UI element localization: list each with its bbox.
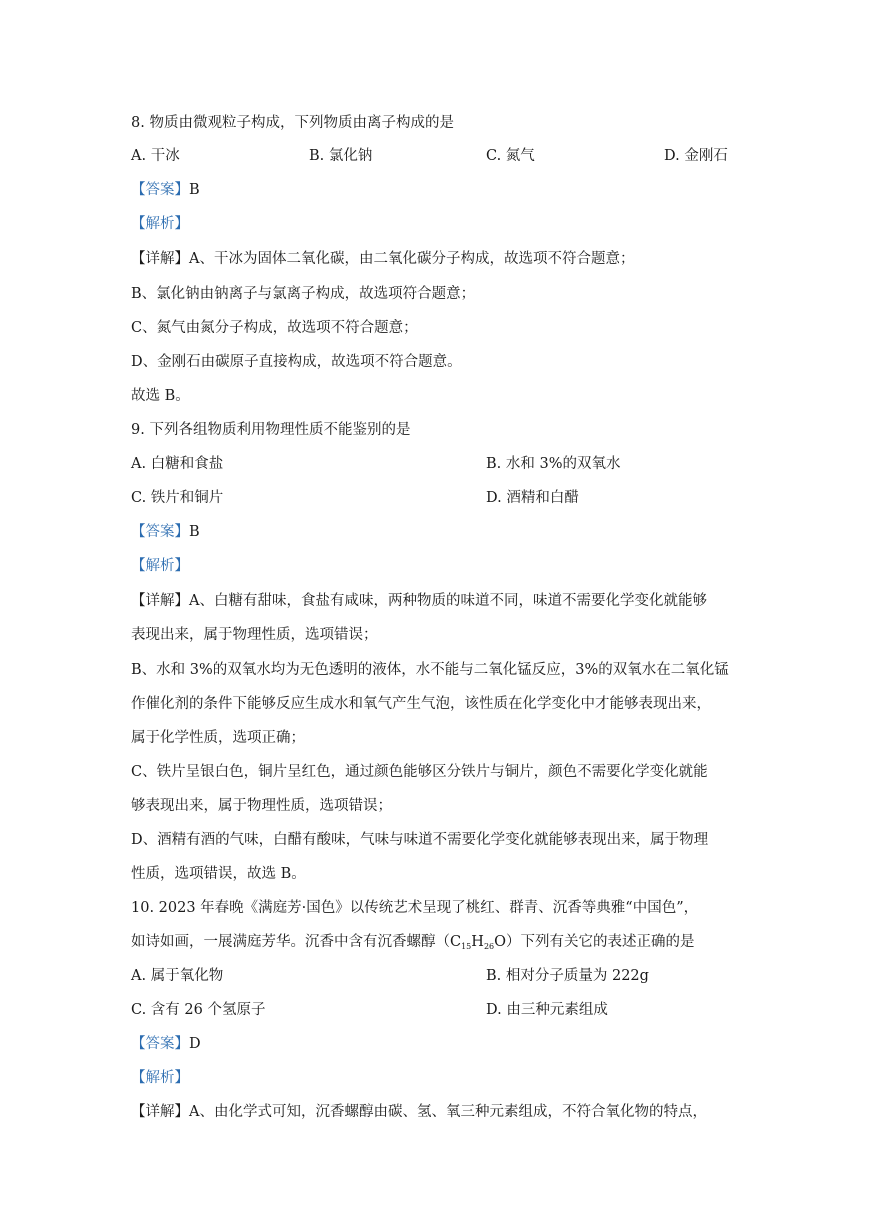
q10-stem-line1: 10. 2023 年春晚《满庭芳·国色》以传统艺术呈现了桃红、群青、沉香等典雅“中国色”， — [131, 900, 699, 916]
formula-subscript: 26 — [483, 942, 495, 951]
detail-tag: 【详解】 — [131, 251, 189, 267]
q8-detail-2: B、氯化钠由钠离子与氯离子构成，故选项符合题意； — [131, 286, 476, 302]
q9-detail-2: 表现出来，属于物理性质，选项错误； — [131, 627, 378, 643]
q9-detail-9: 性质，选项错误，故选 B。 — [131, 866, 306, 882]
q9-answer-value: B — [189, 524, 200, 540]
formula-subscript: 15 — [461, 942, 472, 951]
q8-analysis-tag: 【解析】 — [131, 216, 189, 232]
q8-detail-1 — [131, 249, 634, 269]
q10-analysis-tag: 【解析】 — [131, 1070, 189, 1086]
q9-option-b: B. 水和 3%的双氧水 — [486, 456, 621, 472]
q8-option-a: A. 干冰 — [131, 148, 180, 164]
detail-tag: 【详解】 — [131, 593, 189, 609]
q9-detail-8: D、酒精有酒的气味，白醋有酸味，气味与味道不需要化学变化就能够表现出来，属于物理 — [131, 832, 709, 848]
q9-detail-1 — [131, 591, 707, 611]
q8-detail-4: D、金刚石由碳原子直接构成，故选项不符合题意。 — [131, 354, 462, 370]
q10-answer — [131, 1034, 201, 1054]
q10-option-a: A. 属于氧化物 — [131, 968, 224, 984]
answer-tag: 【答案】 — [131, 524, 189, 540]
q9-option-a: A. 白糖和食盐 — [131, 456, 224, 472]
q9-detail-4: 作催化剂的条件下能够反应生成水和氧气产生气泡，该性质在化学变化中才能够表现出来， — [131, 696, 711, 712]
stem-text: 如诗如画，一展满庭芳华。沉香中含有沉香螺醇（C — [131, 934, 462, 950]
q9-detail-6: C、铁片呈银白色，铜片呈红色，通过颜色能够区分铁片与铜片，颜色不需要化学变化就能 — [131, 764, 708, 780]
q10-stem-line2 — [131, 932, 695, 952]
q9-analysis-tag: 【解析】 — [131, 558, 189, 574]
q9-detail-7: 够表现出来，属于物理性质，选项错误； — [131, 798, 392, 814]
q8-detail-3: C、氮气由氮分子构成，故选项不符合题意； — [131, 320, 418, 336]
q8-option-c: C. 氮气 — [486, 148, 535, 164]
stem-text: O）下列有关它的表述正确的是 — [494, 934, 695, 950]
q8-option-d: D. 金刚石 — [664, 148, 728, 164]
q10-detail-1 — [131, 1102, 707, 1122]
q9-detail-5: 属于化学性质，选项正确； — [131, 730, 305, 746]
q9-answer — [131, 522, 200, 542]
q10-option-d: D. 由三种元素组成 — [486, 1002, 608, 1018]
formula-h: H — [471, 934, 484, 950]
detail-tag: 【详解】 — [131, 1104, 189, 1120]
q8-detail-5: 故选 B。 — [131, 388, 190, 404]
q8-answer-value: B — [189, 182, 200, 198]
q8-option-b: B. 氯化钠 — [309, 148, 373, 164]
q10-option-c: C. 含有 26 个氢原子 — [131, 1002, 266, 1018]
q9-stem: 9. 下列各组物质利用物理性质不能鉴别的是 — [131, 422, 411, 438]
answer-tag: 【答案】 — [131, 182, 189, 198]
q8-answer — [131, 180, 200, 200]
q9-option-c: C. 铁片和铜片 — [131, 490, 224, 506]
q8-stem: 8. 物质由微观粒子构成，下列物质由离子构成的是 — [131, 115, 454, 131]
answer-tag: 【答案】 — [131, 1036, 189, 1052]
detail-text: A、干冰为固体二氧化碳，由二氧化碳分子构成，故选项不符合题意； — [189, 251, 635, 267]
q9-detail-3: B、水和 3%的双氧水均为无色透明的液体，水不能与二氧化锰反应，3%的双氧水在二氧化锰 — [131, 662, 729, 678]
q9-option-d: D. 酒精和白醋 — [486, 490, 579, 506]
q10-option-b: B. 相对分子质量为 222g — [486, 968, 649, 984]
detail-text: A、白糖有甜味，食盐有咸味，两种物质的味道不同，味道不需要化学变化就能够 — [189, 593, 707, 609]
detail-text: A、由化学式可知，沉香螺醇由碳、氢、氧三种元素组成，不符合氧化物的特点， — [189, 1104, 707, 1120]
q10-answer-value: D — [189, 1036, 201, 1052]
